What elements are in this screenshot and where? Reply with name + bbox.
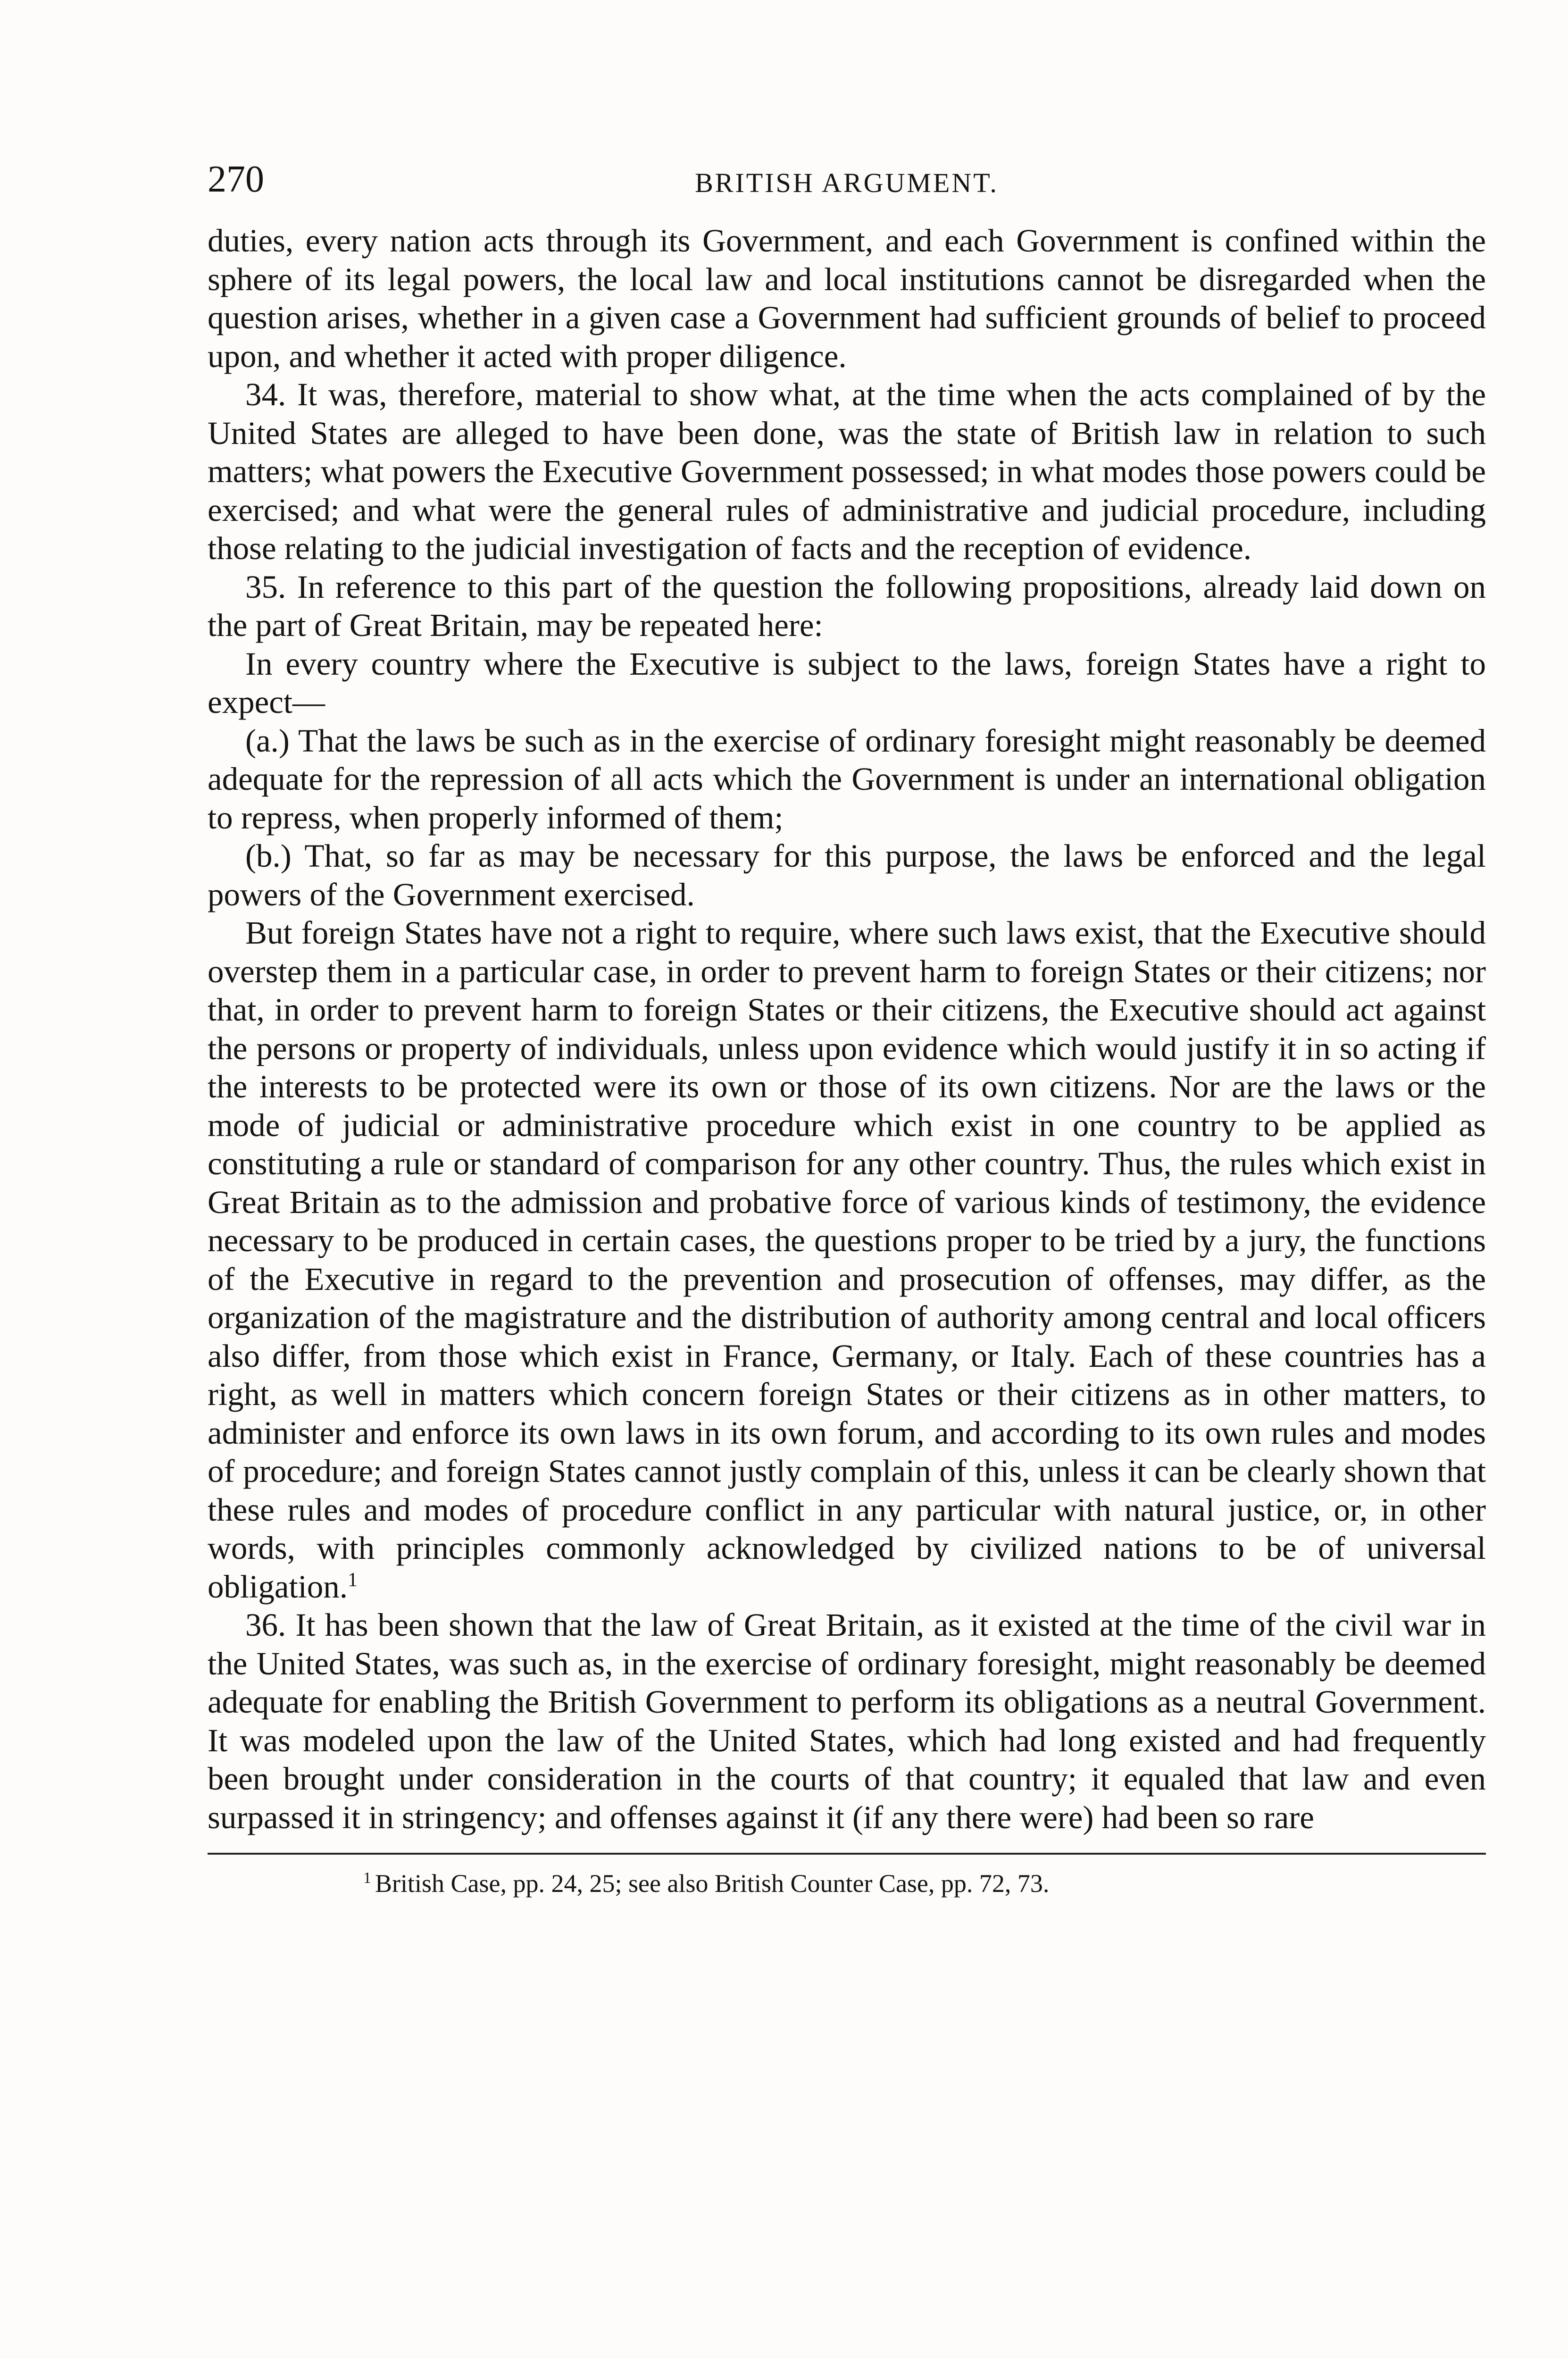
footnote-reference[interactable]: 1: [348, 1569, 358, 1591]
paragraph-every-country: In every country where the Executive is subject to the laws, foreign States have a right to expect—: [208, 645, 1486, 720]
footnote: [208, 1867, 1486, 1900]
document-page: [208, 156, 1486, 1900]
paragraph-continuation: duties, every nation acts through its Government, and each Government is confined within the sphere of its legal powers, the local law and local institutions cannot be disregarded when the question arises, whether in a given case a Government had sufficient grounds of belief to proceed upon, and whether it acted with proper diligence.: [208, 223, 1486, 374]
paragraph-proposition-a: (a.) That the laws be such as in the exercise of ordinary foresight might reasonably be deemed adequate for the repression of all acts which the Government is under an international obligation to repress, when properly informed of them;: [208, 722, 1486, 836]
paragraph-36: 36. It has been shown that the law of Great Britain, as it existed at the time of the civil war in the United States, was such as, in the exercise of ordinary foresight, might reasonably be deemed adequate for enabling the British Government to perform its obligations as a neutral Government. It was modeled upon the law of the United States, which had long existed and had frequently been brought under consideration in the courts of that country; it equaled that law and even surpassed it in stringency; and offenses against it (if any there were) had been so rare: [208, 1607, 1486, 1835]
footnote-marker: 1: [363, 1869, 371, 1887]
running-head: [208, 156, 1486, 208]
paragraph-foreign-states: [208, 914, 1486, 1606]
paragraph-34: 34. It was, therefore, material to show what, at the time when the acts complained of by the United States are alleged to have been done, was the state of British law in relation to such matters; what powers the Executive Government possessed; in what modes those powers could be exercised; and what were the general rules of administrative and judicial procedure, including those relating to the judicial investigation of facts and the reception of evidence.: [208, 376, 1486, 566]
footnote-divider: [208, 1853, 1486, 1855]
footnote-text: British Case, pp. 24, 25; see also British Counter Case, pp. 72, 73.: [375, 1869, 1050, 1898]
running-title: BRITISH ARGUMENT.: [695, 167, 999, 198]
paragraph-proposition-b: (b.) That, so far as may be necessary for this purpose, the laws be enforced and the legal powers of the Government exercised.: [208, 838, 1486, 912]
page-number: 270: [208, 159, 264, 200]
paragraph-foreign-states-text: But foreign States have not a right to require, where such laws exist, that the Executive should overstep them in a particular case, in order to prevent harm to foreign States or their citizens; nor that, in order to prevent harm to foreign States or their citizens, the Executive should act against the persons or property of individuals, unless upon evidence which would justify it in so acting if the interests to be protected were its own or those of its own citizens. Nor are the laws or the mode of judicial or administrative procedure which exist in one country to be applied as constituting a rule or standard of comparison for any other country. Thus, the rules which exist in Great Britain as to the admission and probative force of various kinds of testimony, the evidence necessary to be produced in certain cases, the questions proper to be tried by a jury, the functions of the Executive in regard to the prevention and prosecution of offenses, may differ, as the organization of the magistrature and the distribution of authority among central and local officers also differ, from those which exist in France, Germany, or Italy. Each of these countries has a right, as well in matters which concern foreign States or their citizens as in other matters, to administer and enforce its own laws in its own forum, and according to its own rules and modes of procedure; and foreign States cannot justly complain of this, unless it can be clearly shown that these rules and modes of procedure conflict in any particular with natural justice, or, in other words, with principles commonly acknowledged by civilized nations to be of universal obligation.: [208, 915, 1486, 1605]
paragraph-35: 35. In reference to this part of the question the following propositions, already laid down on the part of Great Britain, may be repeated here:: [208, 569, 1486, 643]
body-text: [208, 222, 1486, 1837]
